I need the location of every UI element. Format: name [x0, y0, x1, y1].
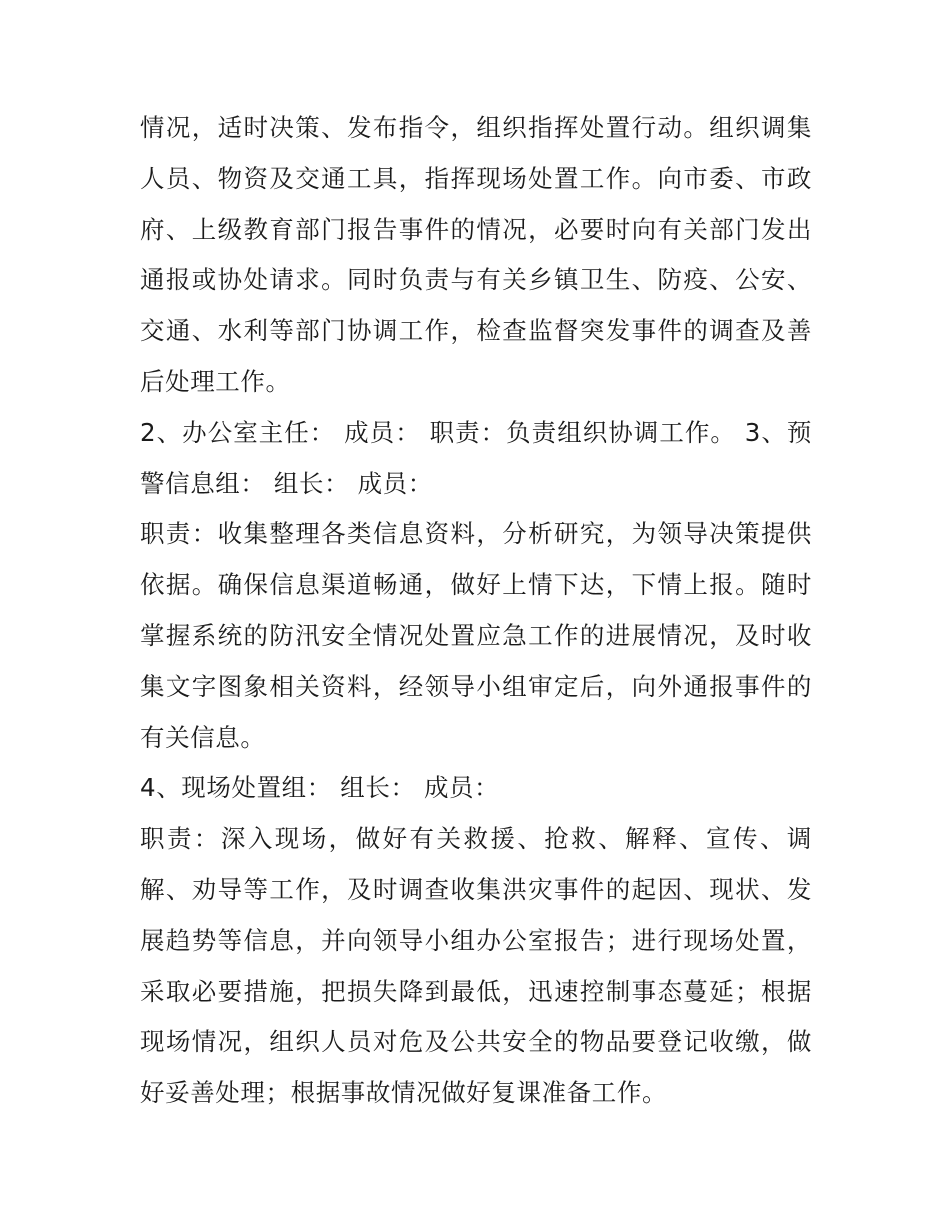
paragraph-command-duties: 情况，适时决策、发布指令，组织指挥处置行动。组织调集人员、物资及交通工具，指挥现场处置工作。向市委、市政府、上级教育部门报告事件的情况，必要时向有关部门发出通报或协处请求。同时负责与有关乡镇卫生、防疫、公安、交通、水利等部门协调工作，检查监督突发事件的调查及善后处理工作。 [140, 113, 812, 396]
document-page [140, 103, 812, 1119]
paragraph-office-and-warning-group: 2、办公室主任： 成员： 职责：负责组织协调工作。 3、预警信息组： 组长： 成员： [140, 417, 812, 498]
paragraph-onsite-group-heading: 4、现场处置组： 组长： 成员： [140, 773, 500, 803]
paragraph-onsite-group-duties: 职责：深入现场，做好有关救援、抢救、解释、宣传、调解、劝导等工作，及时调查收集洪灾事件的起因、现状、发展趋势等信息，并向领导小组办公室报告；进行现场处置，采取必要措施，把损失降到最低，迅速控制事态蔓延；根据现场情况，组织人员对危及公共安全的物品要登记收缴，做好妥善处理；根据事故情况做好复课准备工作。 [140, 824, 812, 1108]
paragraph-warning-group-duties: 职责：收集整理各类信息资料，分析研究，为领导决策提供依据。确保信息渠道畅通，做好上情下达，下情上报。随时掌握系统的防汛安全情况处置应急工作的进展情况，及时收集文字图象相关资料，经领导小组审定后，向外通报事件的有关信息。 [140, 519, 812, 752]
